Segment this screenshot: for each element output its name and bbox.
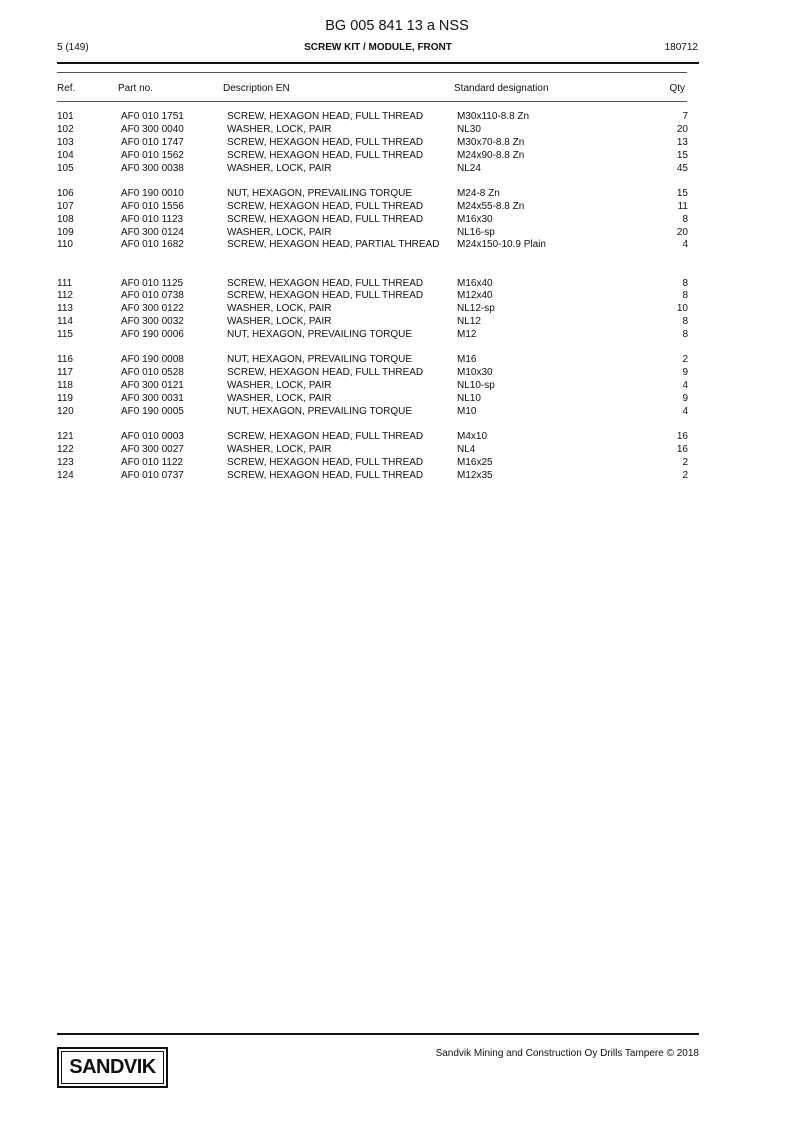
description-cell: SCREW, HEXAGON HEAD, FULL THREAD bbox=[227, 290, 424, 302]
table-row bbox=[0, 111, 794, 124]
qty-cell: 9 bbox=[682, 367, 688, 379]
standard-cell: NL24 bbox=[457, 162, 481, 174]
table-row bbox=[0, 380, 794, 393]
ref-cell: 113 bbox=[57, 303, 73, 315]
description-cell: WASHER, LOCK, PAIR bbox=[227, 226, 332, 238]
header-divider bbox=[57, 62, 699, 64]
ref-cell: 107 bbox=[57, 200, 74, 212]
qty-cell: 20 bbox=[676, 226, 688, 238]
table-row bbox=[0, 393, 794, 406]
column-header-bottom-rule bbox=[57, 101, 687, 102]
description-cell: NUT, HEXAGON, PREVAILING TORQUE bbox=[227, 406, 413, 417]
standard-cell: NL10 bbox=[457, 393, 481, 405]
column-header-standard: Standard designation bbox=[454, 83, 549, 94]
standard-cell: NL16-sp bbox=[457, 226, 495, 238]
part-no-cell: AF0 010 0738 bbox=[121, 290, 184, 302]
date-code: 180712 bbox=[664, 42, 698, 53]
part-no-cell: AF0 300 0121 bbox=[121, 380, 184, 392]
qty-cell: 4 bbox=[682, 239, 688, 251]
table-row bbox=[0, 457, 794, 470]
table-row bbox=[0, 329, 794, 342]
column-header-qty: Qty bbox=[669, 83, 685, 94]
qty-cell: 2 bbox=[682, 469, 688, 481]
part-no-cell: AF0 010 1123 bbox=[121, 213, 184, 225]
ref-cell: 109 bbox=[57, 226, 74, 238]
qty-cell: 4 bbox=[682, 380, 688, 392]
table-row bbox=[0, 137, 794, 150]
part-no-cell: AF0 010 1751 bbox=[121, 111, 184, 122]
description-cell: WASHER, LOCK, PAIR bbox=[227, 444, 332, 456]
part-no-cell: AF0 300 0124 bbox=[121, 226, 184, 238]
qty-cell: 8 bbox=[682, 290, 688, 302]
ref-cell: 116 bbox=[57, 354, 73, 366]
standard-cell: M12 bbox=[457, 329, 477, 341]
table-row bbox=[0, 444, 794, 457]
column-header-top-rule bbox=[57, 72, 687, 73]
footer-copyright: Sandvik Mining and Construction Oy Drills Tampere © 2018 bbox=[435, 1048, 699, 1059]
table-row bbox=[0, 278, 794, 291]
description-cell: SCREW, HEXAGON HEAD, FULL THREAD bbox=[227, 469, 424, 481]
footer-divider bbox=[57, 1033, 699, 1035]
standard-cell: M24x150-10.9 Plain bbox=[457, 239, 546, 251]
section-title: SCREW KIT / MODULE, FRONT bbox=[304, 42, 452, 53]
ref-cell: 108 bbox=[57, 213, 74, 225]
ref-cell: 101 bbox=[57, 111, 74, 122]
description-cell: SCREW, HEXAGON HEAD, FULL THREAD bbox=[227, 457, 424, 469]
standard-cell: M4x10 bbox=[457, 431, 488, 443]
qty-cell: 7 bbox=[682, 111, 688, 122]
qty-cell: 20 bbox=[676, 123, 688, 135]
description-cell: WASHER, LOCK, PAIR bbox=[227, 303, 332, 315]
document-title: BG 005 841 13 a NSS bbox=[325, 18, 469, 34]
standard-cell: M12x35 bbox=[457, 469, 493, 481]
standard-cell: M16x30 bbox=[457, 213, 493, 225]
table-row bbox=[0, 188, 794, 201]
table-row bbox=[0, 431, 794, 444]
part-no-cell: AF0 010 1122 bbox=[121, 457, 184, 469]
ref-cell: 112 bbox=[57, 290, 73, 302]
qty-cell: 8 bbox=[682, 277, 688, 289]
table-row bbox=[0, 290, 794, 303]
part-no-cell: AF0 010 0528 bbox=[121, 367, 184, 379]
table-row bbox=[0, 406, 794, 419]
standard-cell: NL30 bbox=[457, 123, 481, 135]
part-no-cell: AF0 010 1562 bbox=[121, 149, 184, 161]
qty-cell: 8 bbox=[682, 316, 688, 328]
description-cell: SCREW, HEXAGON HEAD, FULL THREAD bbox=[227, 213, 424, 225]
ref-cell: 111 bbox=[57, 277, 73, 289]
ref-cell: 105 bbox=[57, 162, 74, 174]
standard-cell: NL10-sp bbox=[457, 380, 495, 392]
standard-cell: M24-8 Zn bbox=[457, 187, 500, 199]
part-no-cell: AF0 300 0122 bbox=[121, 303, 184, 315]
table-row bbox=[0, 201, 794, 214]
ref-cell: 106 bbox=[57, 187, 74, 199]
parts-list bbox=[0, 111, 794, 483]
table-row bbox=[0, 367, 794, 380]
description-cell: SCREW, HEXAGON HEAD, FULL THREAD bbox=[227, 200, 424, 212]
table-row bbox=[0, 470, 794, 483]
qty-cell: 10 bbox=[676, 303, 688, 315]
standard-cell: NL12-sp bbox=[457, 303, 495, 315]
ref-cell: 123 bbox=[57, 457, 74, 469]
ref-cell: 104 bbox=[57, 149, 74, 161]
part-no-cell: AF0 300 0040 bbox=[121, 123, 184, 135]
qty-cell: 9 bbox=[682, 393, 688, 405]
part-no-cell: AF0 190 0010 bbox=[121, 187, 184, 199]
description-cell: WASHER, LOCK, PAIR bbox=[227, 393, 332, 405]
page-number: 5 (149) bbox=[57, 42, 89, 53]
part-no-cell: AF0 190 0006 bbox=[121, 329, 184, 341]
ref-cell: 121 bbox=[57, 431, 74, 443]
standard-cell: M10 bbox=[457, 406, 477, 417]
description-cell: SCREW, HEXAGON HEAD, FULL THREAD bbox=[227, 277, 424, 289]
qty-cell: 16 bbox=[676, 444, 688, 456]
part-no-cell: AF0 190 0005 bbox=[121, 406, 184, 417]
table-row bbox=[0, 316, 794, 329]
ref-cell: 117 bbox=[57, 367, 73, 379]
standard-cell: M30x70-8.8 Zn bbox=[457, 136, 525, 148]
description-cell: NUT, HEXAGON, PREVAILING TORQUE bbox=[227, 329, 413, 341]
ref-cell: 118 bbox=[57, 380, 73, 392]
standard-cell: M16x25 bbox=[457, 457, 493, 469]
ref-cell: 124 bbox=[57, 469, 74, 481]
description-cell: WASHER, LOCK, PAIR bbox=[227, 162, 332, 174]
description-cell: SCREW, HEXAGON HEAD, FULL THREAD bbox=[227, 149, 424, 161]
table-row bbox=[0, 124, 794, 137]
column-header-part-no: Part no. bbox=[118, 83, 154, 94]
qty-cell: 15 bbox=[676, 149, 688, 161]
ref-cell: 115 bbox=[57, 329, 73, 341]
part-no-cell: AF0 010 0737 bbox=[121, 469, 184, 481]
column-header-description: Description EN bbox=[223, 83, 290, 94]
description-cell: NUT, HEXAGON, PREVAILING TORQUE bbox=[227, 187, 413, 199]
table-row bbox=[0, 150, 794, 163]
table-row bbox=[0, 239, 794, 265]
part-no-cell: AF0 010 1747 bbox=[121, 136, 184, 148]
standard-cell: NL4 bbox=[457, 444, 476, 456]
standard-cell: M24x90-8.8 Zn bbox=[457, 149, 525, 161]
qty-cell: 11 bbox=[677, 200, 688, 212]
part-no-cell: AF0 010 1682 bbox=[121, 239, 184, 251]
qty-cell: 4 bbox=[682, 406, 688, 417]
part-no-cell: AF0 010 0003 bbox=[121, 431, 184, 443]
qty-cell: 8 bbox=[682, 329, 688, 341]
standard-cell: M30x110-8.8 Zn bbox=[457, 111, 530, 122]
standard-cell: NL12 bbox=[457, 316, 481, 328]
qty-cell: 15 bbox=[676, 187, 688, 199]
ref-cell: 119 bbox=[57, 393, 73, 405]
qty-cell: 8 bbox=[682, 213, 688, 225]
part-no-cell: AF0 300 0038 bbox=[121, 162, 184, 174]
qty-cell: 2 bbox=[682, 457, 688, 469]
description-cell: WASHER, LOCK, PAIR bbox=[227, 123, 332, 135]
qty-cell: 45 bbox=[676, 162, 688, 174]
part-no-cell: AF0 300 0031 bbox=[121, 393, 184, 405]
standard-cell: M10x30 bbox=[457, 367, 493, 379]
part-no-cell: AF0 190 0008 bbox=[121, 354, 184, 366]
part-no-cell: AF0 010 1556 bbox=[121, 200, 184, 212]
column-header-ref: Ref. bbox=[57, 83, 76, 94]
standard-cell: M16 bbox=[457, 354, 477, 366]
table-row bbox=[0, 354, 794, 367]
table-row bbox=[0, 163, 794, 176]
description-cell: WASHER, LOCK, PAIR bbox=[227, 316, 332, 328]
ref-cell: 114 bbox=[57, 316, 73, 328]
qty-cell: 2 bbox=[682, 354, 688, 366]
standard-cell: M16x40 bbox=[457, 277, 493, 289]
table-row bbox=[0, 214, 794, 227]
description-cell: NUT, HEXAGON, PREVAILING TORQUE bbox=[227, 354, 413, 366]
standard-cell: M12x40 bbox=[457, 290, 493, 302]
qty-cell: 16 bbox=[676, 431, 688, 443]
ref-cell: 122 bbox=[57, 444, 74, 456]
description-cell: SCREW, HEXAGON HEAD, FULL THREAD bbox=[227, 136, 424, 148]
ref-cell: 103 bbox=[57, 136, 74, 148]
description-cell: WASHER, LOCK, PAIR bbox=[227, 380, 332, 392]
ref-cell: 110 bbox=[57, 239, 73, 251]
logo-text: SANDVIK bbox=[61, 1051, 164, 1084]
ref-cell: 102 bbox=[57, 123, 74, 135]
description-cell: SCREW, HEXAGON HEAD, FULL THREAD bbox=[227, 367, 424, 379]
description-cell: SCREW, HEXAGON HEAD, FULL THREAD bbox=[227, 111, 424, 122]
part-no-cell: AF0 300 0032 bbox=[121, 316, 184, 328]
table-row bbox=[0, 303, 794, 316]
description-cell: SCREW, HEXAGON HEAD, PARTIAL THREAD bbox=[227, 239, 440, 251]
description-cell: SCREW, HEXAGON HEAD, FULL THREAD bbox=[227, 431, 424, 443]
ref-cell: 120 bbox=[57, 406, 74, 417]
sandvik-logo bbox=[57, 1047, 168, 1088]
part-no-cell: AF0 300 0027 bbox=[121, 444, 184, 456]
table-row bbox=[0, 227, 794, 240]
qty-cell: 13 bbox=[676, 136, 688, 148]
part-no-cell: AF0 010 1125 bbox=[121, 277, 184, 289]
standard-cell: M24x55-8.8 Zn bbox=[457, 200, 525, 212]
